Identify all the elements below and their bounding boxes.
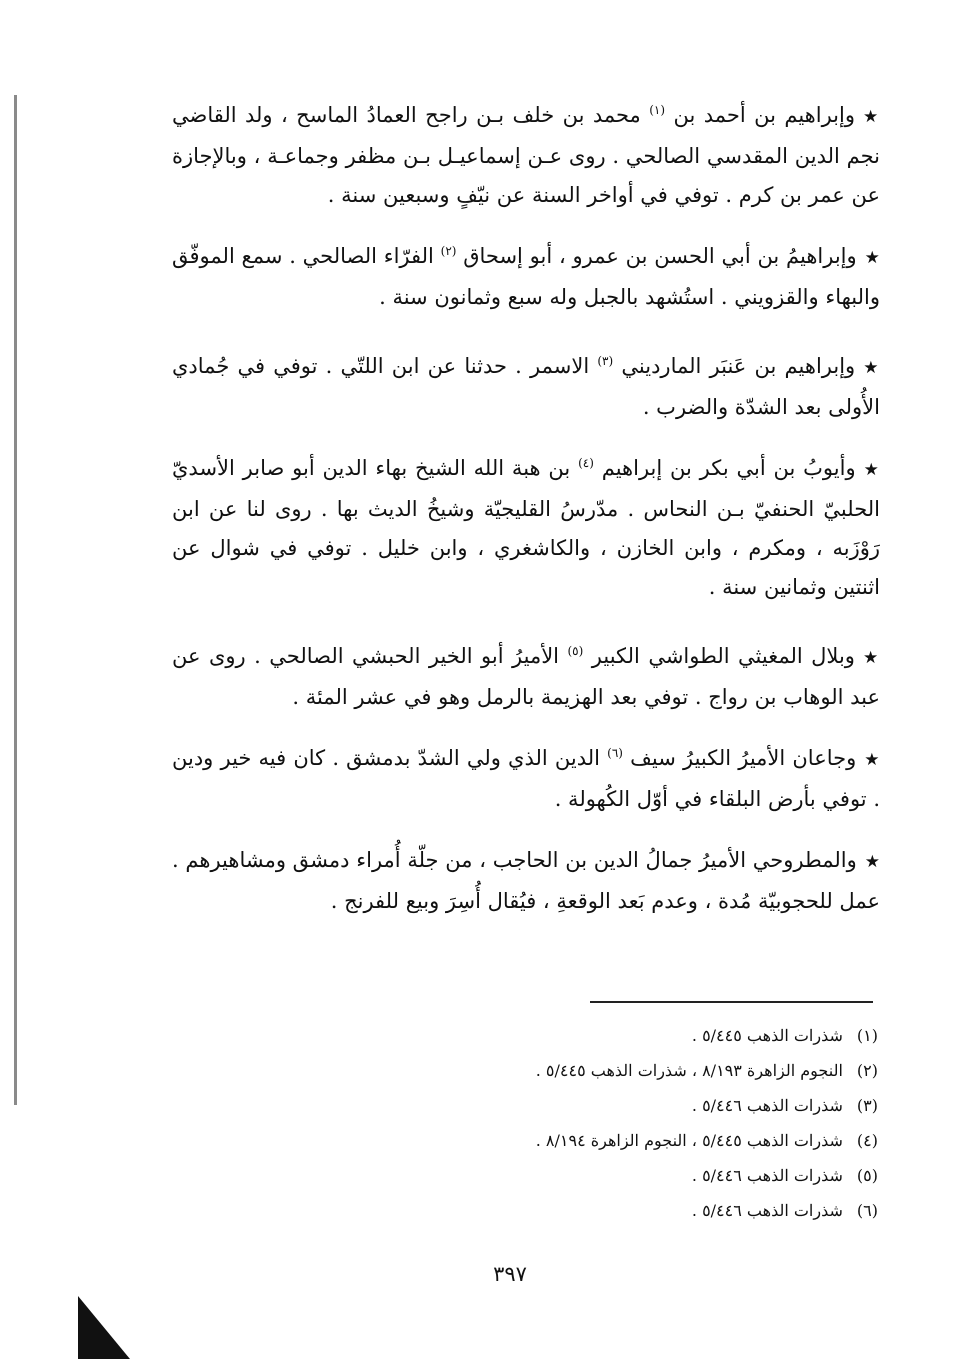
entry-text: الدين الذي ولي الشدّ بدمشق . كان فيه خير ودين . توفي بأرض البلقاء في أوّل الكُهولة . bbox=[172, 746, 880, 811]
star-marker: ★ bbox=[864, 750, 880, 770]
footnote-number: (٦) bbox=[856, 1201, 878, 1220]
entry-text: وإبراهيم بن عَنبَر المارديني bbox=[621, 354, 856, 378]
entry-text: وجاعان الأميرُ الكبيرُ سيف bbox=[630, 746, 857, 770]
main-text bbox=[172, 96, 880, 943]
footnote-ref: (٤) bbox=[578, 456, 594, 470]
footnote-number: (١) bbox=[856, 1026, 878, 1045]
star-marker: ★ bbox=[863, 107, 880, 127]
entry-ibrahim-ibn-ahmad bbox=[172, 96, 880, 215]
footnote-separator bbox=[590, 1001, 873, 1003]
entry-ayyub-ibn-abi-bakr bbox=[172, 449, 880, 607]
footnote-text: شذرات الذهب ٥/٤٤٦ . bbox=[691, 1096, 843, 1115]
entry-ibrahim-ibn-abi-al-hasan bbox=[172, 237, 880, 317]
page-number: ٣٩٧ bbox=[493, 1262, 527, 1286]
footnote-number: (٢) bbox=[856, 1061, 878, 1080]
footnote-item bbox=[420, 1193, 878, 1228]
entry-text: بن هبة الله الشيخ بهاء الدين أبو صابر الأسديّ الحلبيّ الحنفيّ بـن النحاس . مدّرسُ القليجيّة وشيخُ الديث بها . روى لنا عن ابن رَوْزَبه ، ومكرم ، وابن الخازن ، والكاشغري ، وابن خليل . توفي في شوال عن اثنتين وثمانين سنة . bbox=[172, 456, 880, 599]
star-marker: ★ bbox=[864, 852, 881, 872]
footnote-ref: (١) bbox=[649, 103, 666, 117]
footnote-number: (٣) bbox=[856, 1096, 878, 1115]
entry-text: الاسمر . حدثنا عن ابن اللتّي . توفي في جُمادي الأُولى بعد الشدّة والضرب . bbox=[172, 354, 880, 419]
footnote-ref: (٣) bbox=[597, 354, 614, 368]
entry-text: الفرّاء الصالحي . سمع الموفّق والبهاء والقزويني . استُشهد بالجبل وله سبع وثمانون سنة . bbox=[172, 244, 880, 309]
footnote-item bbox=[420, 1053, 878, 1088]
entry-text: محمد بن خلف بـن راجح العمادُ الماسح ، ولد القاضي نجم الدين المقدسي الصالحي . روى عـن إسماعيـل بـن مظفر وجماعـة ، وبالإجازة عن عمر بن كرم . توفي في أواخر السنة عن نيّفٍ وسبعين سنة . bbox=[172, 103, 880, 207]
footnote-ref: (٢) bbox=[440, 244, 457, 258]
star-marker: ★ bbox=[864, 248, 880, 268]
star-marker: ★ bbox=[863, 460, 880, 480]
footnote-item bbox=[420, 1018, 878, 1053]
footnote-text: شذرات الذهب ٥/٤٤٦ . bbox=[691, 1166, 843, 1185]
corner-triangle-mark bbox=[78, 1296, 130, 1359]
footnote-item bbox=[420, 1123, 878, 1158]
footnote-text: شذرات الذهب ٥/٤٤٥ ، النجوم الزاهرة ٨/١٩٤ . bbox=[535, 1131, 843, 1150]
footnote-number: (٥) bbox=[856, 1166, 878, 1185]
entry-text: وبلال المغيثي الطواشي الكبير bbox=[591, 644, 855, 668]
star-marker: ★ bbox=[863, 358, 880, 378]
entry-text: والمطروحي الأميرُ جمالُ الدين بن الحاجب ، من جلّة أُمراء دمشق ومشاهيرهم . عمل للحجوبيّة مُدة ، وعدم بَعد الوقعةِ ، فيُقال أُسِرَ وبيع للفرنج . bbox=[172, 848, 880, 913]
entry-text: وإبراهيمُ بن أبي الحسن بن عمرو ، أبو إسحاق bbox=[463, 244, 857, 268]
entry-jaan-al-amir bbox=[172, 739, 880, 819]
scan-edge-line bbox=[14, 95, 17, 1105]
footnotes bbox=[420, 1018, 878, 1228]
entry-ibrahim-ibn-anbar bbox=[172, 347, 880, 427]
footnote-ref: (٥) bbox=[567, 644, 584, 658]
entry-text: الأميرُ أبو الخير الحبشي الصالحي . روى عن عبد الوهاب بن رواج . توفي بعد الهزيمة بالرمل وهو في عشر المئة . bbox=[172, 644, 880, 709]
entry-al-matruhi bbox=[172, 841, 880, 921]
footnote-item bbox=[420, 1158, 878, 1193]
entry-bilal-al-mughithi bbox=[172, 637, 880, 717]
footnote-ref: (٦) bbox=[607, 746, 623, 760]
footnote-text: النجوم الزاهرة ٨/١٩٣ ، شذرات الذهب ٥/٤٤٥ . bbox=[535, 1061, 843, 1080]
footnote-text: شذرات الذهب ٥/٤٤٦ . bbox=[691, 1201, 843, 1220]
star-marker: ★ bbox=[862, 648, 880, 668]
entry-text: وأيوبُ بن أبي بكر بن إبراهيم bbox=[601, 456, 856, 480]
footnote-text: شذرات الذهب ٥/٤٤٥ . bbox=[691, 1026, 843, 1045]
footnote-item bbox=[420, 1088, 878, 1123]
footnote-number: (٤) bbox=[856, 1131, 878, 1150]
entry-text: وإبراهيم بن أحمد بن bbox=[673, 103, 855, 127]
